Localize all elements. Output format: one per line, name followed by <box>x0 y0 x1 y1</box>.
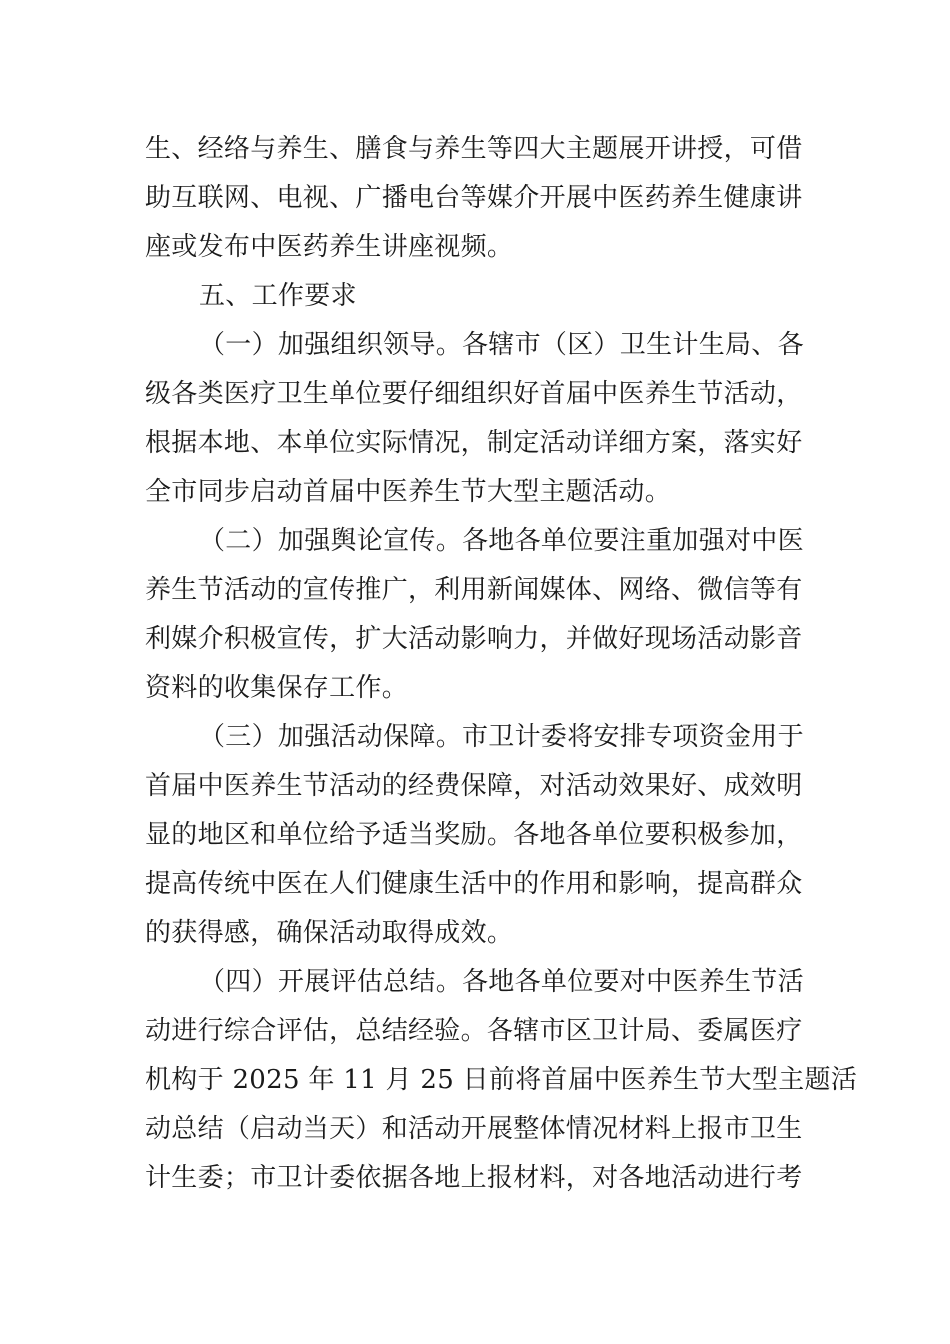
text-line: 计生委；市卫计委依据各地上报材料，对各地活动进行考 <box>145 1163 803 1193</box>
text-line: 生、经络与养生、膳食与养生等四大主题展开讲授，可借 <box>145 134 803 164</box>
paragraph-requirement-2 <box>145 517 805 713</box>
text-line: 级各类医疗卫生单位要仔细组织好首届中医养生节活动， <box>145 379 803 409</box>
section-heading-work-requirements <box>145 272 805 321</box>
paragraph-intro-continuation <box>145 125 805 272</box>
text-line: 座或发布中医药养生讲座视频。 <box>145 232 514 262</box>
section-heading-text: 五、工作要求 <box>199 281 357 311</box>
paragraph-requirement-4 <box>145 958 858 1203</box>
text-line: 的获得感，确保活动取得成效。 <box>145 918 514 948</box>
text-line: 利媒介积极宣传，扩大活动影响力，并做好现场活动影音 <box>145 624 803 654</box>
text-line: 动总结（启动当天）和活动开展整体情况材料上报市卫生 <box>145 1114 803 1144</box>
text-line: 首届中医养生节活动的经费保障，对活动效果好、成效明 <box>145 771 803 801</box>
paragraph-requirement-3 <box>145 713 805 958</box>
text-line: 助互联网、电视、广播电台等媒介开展中医药养生健康讲 <box>145 183 803 213</box>
text-line: 机构于 2025 年 11 月 25 日前将首届中医养生节大型主题活 <box>145 1065 858 1095</box>
text-line: （四）开展评估总结。各地各单位要对中医养生节活 <box>199 967 804 997</box>
text-line: 资料的收集保存工作。 <box>145 673 409 703</box>
paragraph-requirement-1 <box>145 321 805 517</box>
text-line: 全市同步启动首届中医养生节大型主题活动。 <box>145 477 672 507</box>
text-line: 动进行综合评估，总结经验。各辖市区卫计局、委属医疗 <box>145 1016 803 1046</box>
text-line: 提高传统中医在人们健康生活中的作用和影响，提高群众 <box>145 869 803 899</box>
text-line: 显的地区和单位给予适当奖励。各地各单位要积极参加， <box>145 820 803 850</box>
text-line: 根据本地、本单位实际情况，制定活动详细方案，落实好 <box>145 428 803 458</box>
document-body <box>145 125 858 1203</box>
text-line: （三）加强活动保障。市卫计委将安排专项资金用于 <box>199 722 804 752</box>
text-line: 养生节活动的宣传推广，利用新闻媒体、网络、微信等有 <box>145 575 803 605</box>
text-line: （一）加强组织领导。各辖市（区）卫生计生局、各 <box>199 330 804 360</box>
text-line: （二）加强舆论宣传。各地各单位要注重加强对中医 <box>199 526 804 556</box>
